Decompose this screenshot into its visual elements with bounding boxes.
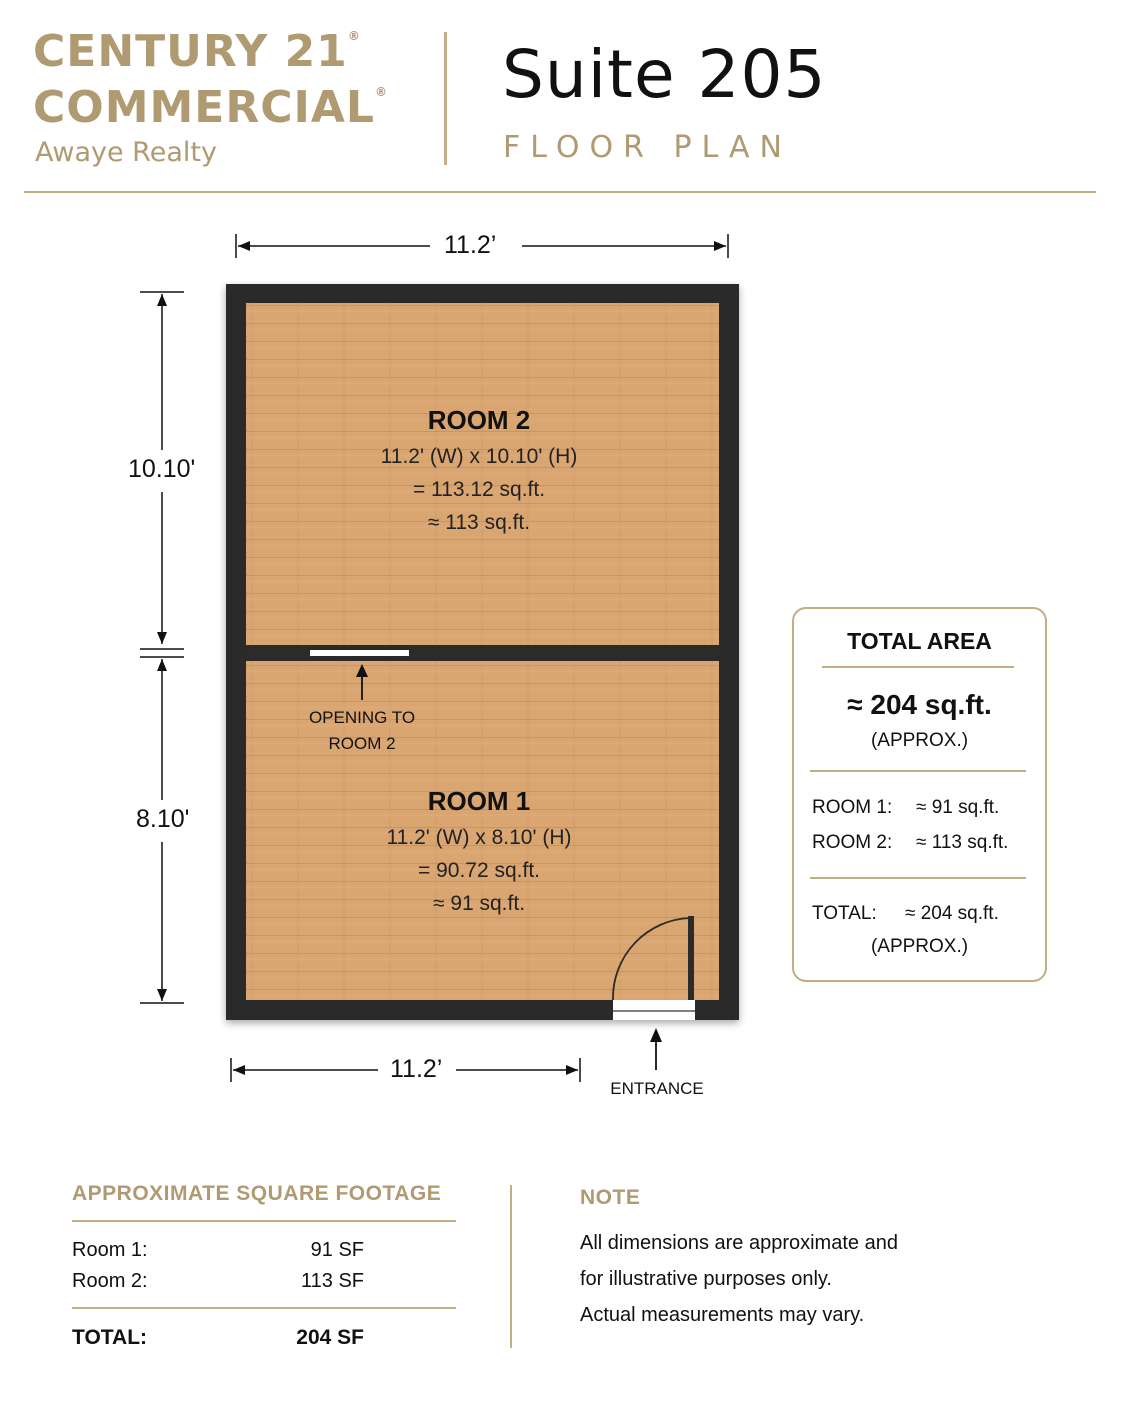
dimension-bottom-label: 11.2’ [390,1055,443,1083]
total-area-row-room-1-label: ROOM 1: [812,797,893,818]
brand-registered-mark: ® [347,29,361,43]
footage-row-room-1-value: 91 SF [310,1239,364,1261]
brand-subline: Awaye Realty [35,137,217,168]
total-area-value: ≈ 204 sq.ft. [847,689,992,720]
footage-heading: APPROXIMATE SQUARE FOOTAGE [72,1182,442,1205]
opening-label [282,705,442,757]
room-1-name: ROOM 1 [427,786,531,816]
total-area-rule-1 [810,770,1026,772]
room-1-dims: 11.2' (W) x 8.10' (H) [386,826,572,849]
total-area-row-room-2-value: ≈ 113 sq.ft. [916,832,1009,853]
total-area-heading-rule [822,666,1014,668]
footage-total-label: TOTAL: [72,1326,148,1349]
footage-row-room-2-value: 113 SF [301,1270,364,1292]
room-1-area-approx: ≈ 91 sq.ft. [432,892,526,915]
opening-label-line-2: ROOM 2 [328,734,396,753]
total-area-total-label: TOTAL: [812,903,877,924]
total-area-rule-2 [810,877,1026,879]
total-area-total-approx: (APPROX.) [870,936,969,957]
brand-registered-mark-2: ® [374,85,388,99]
room-2-name: ROOM 2 [427,405,531,435]
total-area-row-room-1 [812,797,1032,819]
room-2-area-approx: ≈ 113 sq.ft. [427,511,531,534]
total-area-total-value: ≈ 204 sq.ft. [905,903,999,924]
room-2-label [246,405,712,535]
note-line-2: for illustrative purposes only. [580,1268,832,1290]
total-area-total-row [812,903,1032,925]
note-heading: NOTE [580,1186,641,1209]
interior-wall-right [409,645,719,661]
dimension-left-bottom-label: 8.10' [130,805,195,834]
footage-total-value: 204 SF [296,1326,364,1349]
opening-label-line-1: OPENING TO [308,708,416,727]
entrance-label: ENTRANCE [610,1079,704,1098]
total-area-row-room-2 [812,832,1032,854]
total-area-approx: (APPROX.) [870,730,969,751]
brand-line-1-text: CENTURY 21 [33,26,348,77]
room-opening [310,650,409,656]
entrance-arrow [650,1028,662,1070]
footer-divider [510,1185,512,1348]
total-area-row-room-1-value: ≈ 91 sq.ft. [916,797,1000,818]
footage-total-rule [72,1307,456,1309]
entrance-gap [613,1000,695,1020]
room-1-area-exact: = 90.72 sq.ft. [417,859,540,882]
brand-line-2-text: COMMERCIAL [33,82,375,133]
dimension-left-top-label: 10.10' [122,455,201,484]
note-line-3: Actual measurements may vary. [580,1304,865,1326]
page-subtitle: FLOOR PLAN [503,130,792,165]
note-text [580,1225,898,1333]
interior-wall-left [246,645,310,661]
room-2-area-exact: = 113.12 sq.ft. [412,478,546,501]
room-1-label [246,786,712,916]
door-leaf [688,916,694,1000]
footage-row-room-2-label: Room 2: [72,1270,148,1292]
total-area-heading: TOTAL AREA [847,628,992,654]
dimension-left [140,292,184,1003]
total-area-row-room-2-label: ROOM 2: [812,832,893,853]
footage-row-room-1-label: Room 1: [72,1239,148,1261]
footage-heading-rule [72,1220,456,1222]
total-area-box [792,607,1047,982]
dimension-top-label: 11.2’ [444,231,497,259]
note-line-1: All dimensions are approximate and [580,1232,898,1254]
page-title: Suite 205 [502,36,827,113]
room-2-dims: 11.2' (W) x 10.10' (H) [380,445,578,468]
